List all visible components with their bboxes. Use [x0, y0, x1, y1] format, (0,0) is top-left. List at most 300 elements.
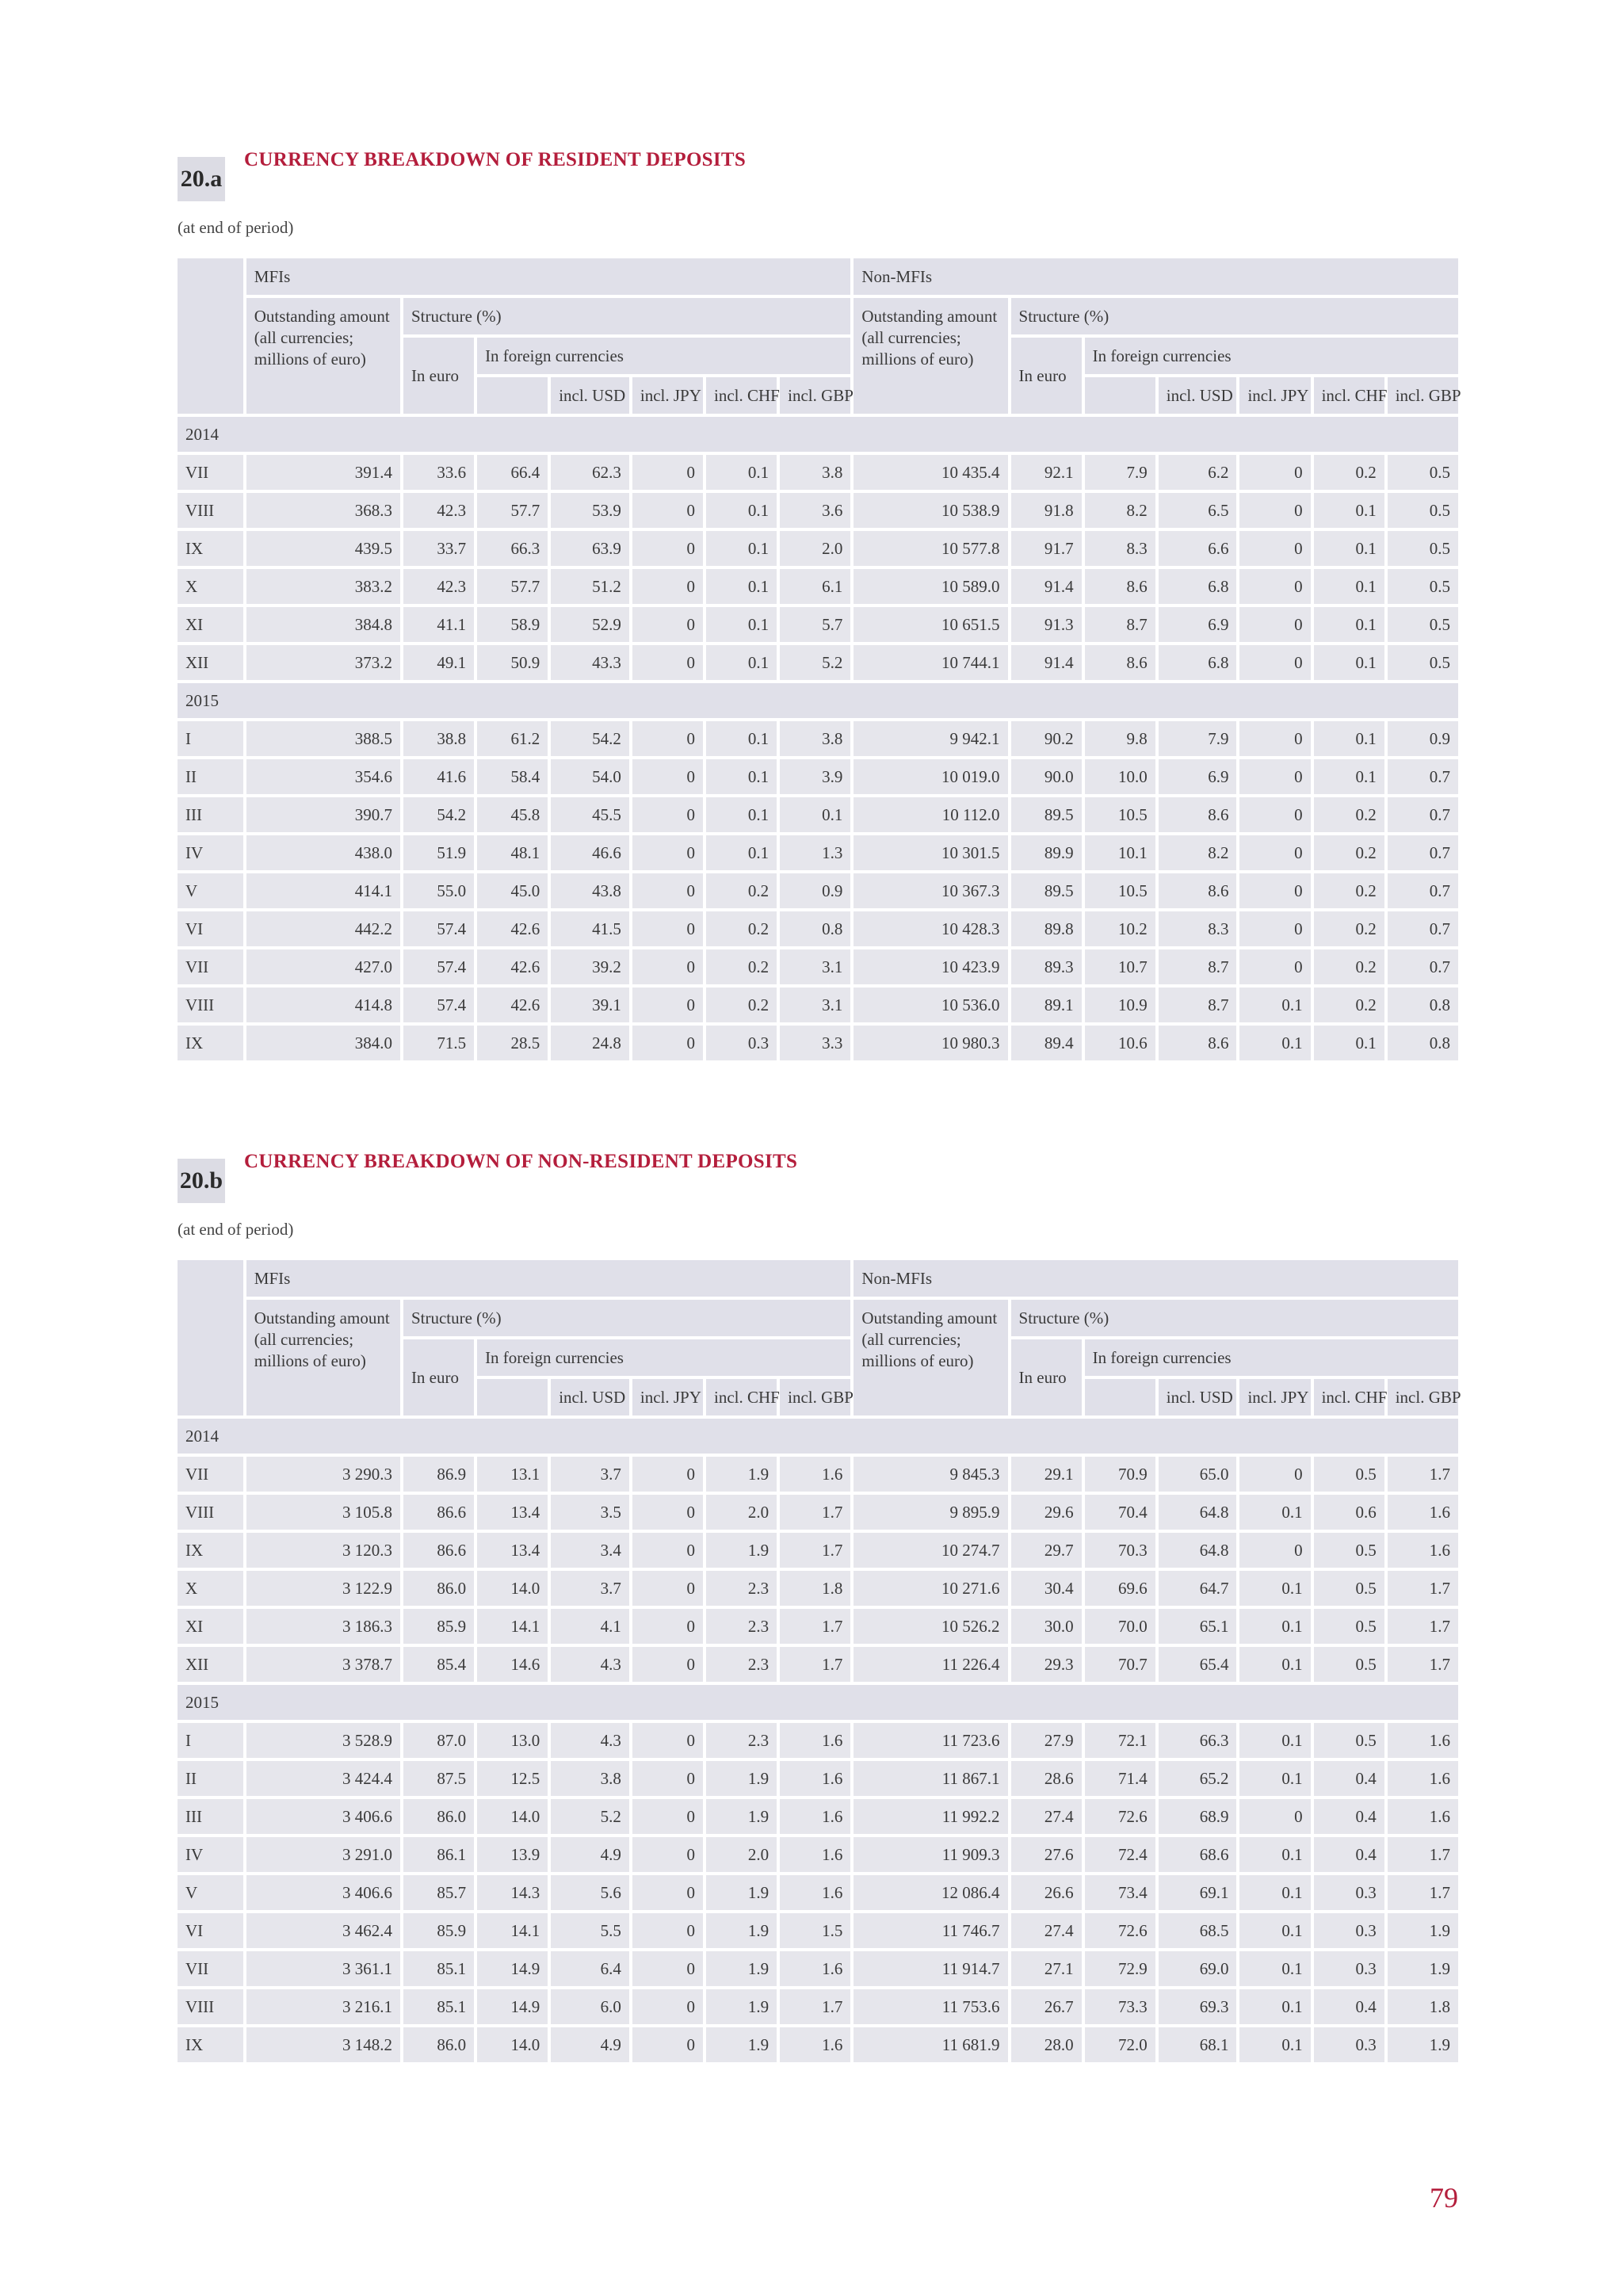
value-cell: 414.1: [246, 873, 400, 908]
chf-header-nonmfi: incl. CHF: [1314, 377, 1384, 414]
usd-header-nonmfi: incl. USD: [1159, 377, 1237, 414]
value-cell: 27.4: [1011, 1913, 1082, 1948]
value-cell: 0: [632, 988, 703, 1022]
value-cell: 2.3: [706, 1647, 777, 1682]
value-cell: 8.7: [1085, 607, 1155, 642]
value-cell: 438.0: [246, 835, 400, 870]
month-label: X: [178, 1571, 243, 1606]
in-foreign-header-mfi: In foreign currencies: [477, 338, 850, 374]
value-cell: 13.4: [477, 1533, 548, 1568]
value-cell: 8.2: [1085, 493, 1155, 528]
in-euro-header-nonmfi: In euro: [1011, 338, 1082, 414]
value-cell: 3 120.3: [246, 1533, 400, 1568]
value-cell: 91.4: [1011, 645, 1082, 680]
value-cell: 0.1: [1239, 1837, 1310, 1872]
chf-header-mfi: incl. CHF: [706, 377, 777, 414]
corner-cell: [178, 1260, 243, 1415]
value-cell: 10 367.3: [854, 873, 1007, 908]
value-cell: 0: [632, 1799, 703, 1834]
value-cell: 43.8: [551, 873, 629, 908]
value-cell: 10.6: [1085, 1026, 1155, 1060]
month-label: II: [178, 1761, 243, 1796]
value-cell: 91.3: [1011, 607, 1082, 642]
value-cell: 0.5: [1388, 531, 1458, 566]
value-cell: 11 909.3: [854, 1837, 1007, 1872]
value-cell: 42.6: [477, 949, 548, 984]
month-label: VII: [178, 949, 243, 984]
value-cell: 1.9: [1388, 1951, 1458, 1986]
value-cell: 10 538.9: [854, 493, 1007, 528]
value-cell: 73.3: [1085, 1989, 1155, 2024]
value-cell: 0.7: [1388, 949, 1458, 984]
value-cell: 0.7: [1388, 835, 1458, 870]
value-cell: 0: [632, 1647, 703, 1682]
in-euro-header-mfi: In euro: [403, 1339, 474, 1415]
outstanding-header-mfi: Outstanding amount (all currencies; millions of euro): [246, 298, 400, 414]
period-note: (at end of period): [178, 218, 294, 237]
value-cell: 10 589.0: [854, 569, 1007, 604]
value-cell: 72.6: [1085, 1799, 1155, 1834]
value-cell: 3.8: [780, 721, 850, 756]
value-cell: 0.5: [1388, 455, 1458, 490]
value-cell: 0.3: [1314, 1951, 1384, 1986]
value-cell: 57.7: [477, 493, 548, 528]
value-cell: 85.9: [403, 1913, 474, 1948]
value-cell: 1.5: [780, 1913, 850, 1948]
value-cell: 1.7: [780, 1989, 850, 2024]
value-cell: 10 536.0: [854, 988, 1007, 1022]
value-cell: 0.5: [1388, 645, 1458, 680]
usd-header-mfi: incl. USD: [551, 377, 629, 414]
value-cell: 10 435.4: [854, 455, 1007, 490]
value-cell: 85.7: [403, 1875, 474, 1910]
value-cell: 10 274.7: [854, 1533, 1007, 1568]
value-cell: 0: [632, 1723, 703, 1758]
month-label: I: [178, 721, 243, 756]
value-cell: 3.7: [551, 1457, 629, 1492]
value-cell: 3 216.1: [246, 1989, 400, 2024]
month-label: XI: [178, 1609, 243, 1644]
table-row: [178, 1457, 1458, 1492]
page-number: 79: [1430, 2182, 1458, 2214]
outstanding-header-nonmfi: Outstanding amount (all currencies; millions of euro): [854, 1300, 1007, 1415]
value-cell: 354.6: [246, 759, 400, 794]
table-row: [178, 1951, 1458, 1986]
value-cell: 1.9: [706, 1875, 777, 1910]
value-cell: 9.8: [1085, 721, 1155, 756]
value-cell: 0: [632, 1875, 703, 1910]
table-number: 20.a: [178, 157, 225, 201]
value-cell: 72.0: [1085, 2027, 1155, 2062]
value-cell: 0.8: [1388, 988, 1458, 1022]
value-cell: 368.3: [246, 493, 400, 528]
value-cell: 0: [632, 1989, 703, 2024]
value-cell: 89.3: [1011, 949, 1082, 984]
value-cell: 63.9: [551, 531, 629, 566]
value-cell: 0: [1239, 531, 1310, 566]
month-label: IX: [178, 531, 243, 566]
value-cell: 70.7: [1085, 1647, 1155, 1682]
table-row: [178, 1761, 1458, 1796]
value-cell: 3 291.0: [246, 1837, 400, 1872]
in-foreign-header-mfi: In foreign currencies: [477, 1339, 850, 1376]
value-cell: 0.1: [706, 759, 777, 794]
value-cell: 51.2: [551, 569, 629, 604]
value-cell: 1.9: [706, 1951, 777, 1986]
value-cell: 13.4: [477, 1495, 548, 1530]
value-cell: 0: [632, 1571, 703, 1606]
value-cell: 3.6: [780, 493, 850, 528]
value-cell: 3 290.3: [246, 1457, 400, 1492]
table-row: [178, 1647, 1458, 1682]
value-cell: 3.4: [551, 1533, 629, 1568]
value-cell: 9 845.3: [854, 1457, 1007, 1492]
value-cell: 0: [632, 1609, 703, 1644]
value-cell: 0: [1239, 835, 1310, 870]
year-label: 2015: [178, 683, 1458, 718]
value-cell: 0: [1239, 949, 1310, 984]
gbp-header-nonmfi: incl. GBP: [1388, 377, 1458, 414]
value-cell: 57.4: [403, 988, 474, 1022]
value-cell: 54.2: [403, 797, 474, 832]
value-cell: 91.8: [1011, 493, 1082, 528]
value-cell: 41.6: [403, 759, 474, 794]
value-cell: 0: [632, 1533, 703, 1568]
value-cell: 1.6: [780, 1457, 850, 1492]
value-cell: 1.7: [780, 1647, 850, 1682]
value-cell: 73.4: [1085, 1875, 1155, 1910]
header-row: [178, 1260, 1458, 1297]
value-cell: 71.4: [1085, 1761, 1155, 1796]
value-cell: 1.9: [706, 1457, 777, 1492]
value-cell: 14.1: [477, 1913, 548, 1948]
value-cell: 86.9: [403, 1457, 474, 1492]
value-cell: 5.2: [551, 1799, 629, 1834]
value-cell: 90.2: [1011, 721, 1082, 756]
value-cell: 91.4: [1011, 569, 1082, 604]
value-cell: 11 723.6: [854, 1723, 1007, 1758]
value-cell: 0.1: [706, 797, 777, 832]
value-cell: 0: [1239, 759, 1310, 794]
in-foreign-header-nonmfi: In foreign currencies: [1085, 338, 1458, 374]
value-cell: 10.5: [1085, 797, 1155, 832]
value-cell: 5.6: [551, 1875, 629, 1910]
value-cell: 65.2: [1159, 1761, 1237, 1796]
table-row: [178, 721, 1458, 756]
gbp-header-mfi: incl. GBP: [780, 1379, 850, 1415]
value-cell: 29.6: [1011, 1495, 1082, 1530]
value-cell: 0.4: [1314, 1837, 1384, 1872]
value-cell: 50.9: [477, 645, 548, 680]
table-number: 20.b: [178, 1159, 225, 1203]
value-cell: 1.9: [1388, 2027, 1458, 2062]
value-cell: 54.0: [551, 759, 629, 794]
value-cell: 87.0: [403, 1723, 474, 1758]
value-cell: 0.1: [706, 493, 777, 528]
value-cell: 27.6: [1011, 1837, 1082, 1872]
value-cell: 3.1: [780, 949, 850, 984]
value-cell: 0: [1239, 607, 1310, 642]
value-cell: 13.0: [477, 1723, 548, 1758]
group-mfi-header: MFIs: [246, 258, 851, 295]
value-cell: 0.1: [1239, 1026, 1310, 1060]
table-row: [178, 949, 1458, 984]
value-cell: 89.5: [1011, 873, 1082, 908]
value-cell: 0.1: [706, 531, 777, 566]
value-cell: 0: [632, 949, 703, 984]
value-cell: 0: [1239, 493, 1310, 528]
table-row: [178, 873, 1458, 908]
value-cell: 388.5: [246, 721, 400, 756]
value-cell: 86.6: [403, 1495, 474, 1530]
value-cell: 0: [632, 569, 703, 604]
value-cell: 1.6: [780, 1761, 850, 1796]
value-cell: 1.6: [780, 1799, 850, 1834]
value-cell: 14.9: [477, 1951, 548, 1986]
value-cell: 89.8: [1011, 911, 1082, 946]
value-cell: 68.5: [1159, 1913, 1237, 1948]
value-cell: 3.3: [780, 1026, 850, 1060]
month-label: IV: [178, 835, 243, 870]
value-cell: 427.0: [246, 949, 400, 984]
value-cell: 45.0: [477, 873, 548, 908]
value-cell: 1.6: [780, 1951, 850, 1986]
value-cell: 72.6: [1085, 1913, 1155, 1948]
value-cell: 85.1: [403, 1989, 474, 2024]
value-cell: 1.6: [1388, 1495, 1458, 1530]
value-cell: 55.0: [403, 873, 474, 908]
value-cell: 3.7: [551, 1571, 629, 1606]
value-cell: 45.5: [551, 797, 629, 832]
value-cell: 6.1: [780, 569, 850, 604]
value-cell: 0: [632, 607, 703, 642]
table-row: [178, 493, 1458, 528]
table-row: [178, 759, 1458, 794]
chf-header-nonmfi: incl. CHF: [1314, 1379, 1384, 1415]
value-cell: 384.8: [246, 607, 400, 642]
value-cell: 12 086.4: [854, 1875, 1007, 1910]
month-label: IX: [178, 1026, 243, 1060]
month-label: VII: [178, 455, 243, 490]
value-cell: 383.2: [246, 569, 400, 604]
value-cell: 11 681.9: [854, 2027, 1007, 2062]
value-cell: 0: [632, 1457, 703, 1492]
value-cell: 0.4: [1314, 1989, 1384, 2024]
value-cell: 0: [1239, 873, 1310, 908]
month-label: VIII: [178, 1989, 243, 2024]
value-cell: 6.4: [551, 1951, 629, 1986]
value-cell: 70.4: [1085, 1495, 1155, 1530]
value-cell: 0.1: [1314, 493, 1384, 528]
table-section-20a: [178, 149, 1461, 1064]
value-cell: 29.1: [1011, 1457, 1082, 1492]
value-cell: 391.4: [246, 455, 400, 490]
value-cell: 1.9: [706, 1761, 777, 1796]
value-cell: 6.9: [1159, 607, 1237, 642]
value-cell: 1.6: [780, 1875, 850, 1910]
value-cell: 3.1: [780, 988, 850, 1022]
value-cell: 89.4: [1011, 1026, 1082, 1060]
value-cell: 2.0: [706, 1495, 777, 1530]
value-cell: 92.1: [1011, 455, 1082, 490]
value-cell: 0.5: [1314, 1723, 1384, 1758]
header-row: [178, 1300, 1458, 1336]
month-label: VII: [178, 1951, 243, 1986]
value-cell: 3 361.1: [246, 1951, 400, 1986]
data-table: [174, 1257, 1461, 2065]
value-cell: 53.9: [551, 493, 629, 528]
value-cell: 384.0: [246, 1026, 400, 1060]
table-row: [178, 1989, 1458, 2024]
value-cell: 1.7: [1388, 1571, 1458, 1606]
value-cell: 10 112.0: [854, 797, 1007, 832]
table-row: [178, 1495, 1458, 1530]
table-row: [178, 1875, 1458, 1910]
value-cell: 0.1: [706, 607, 777, 642]
value-cell: 0.1: [1239, 2027, 1310, 2062]
value-cell: 0: [1239, 645, 1310, 680]
value-cell: 0.1: [1239, 1495, 1310, 1530]
value-cell: 1.9: [706, 1913, 777, 1948]
value-cell: 8.6: [1085, 569, 1155, 604]
value-cell: 57.4: [403, 949, 474, 984]
value-cell: 0.5: [1388, 569, 1458, 604]
value-cell: 89.9: [1011, 835, 1082, 870]
year-label: 2014: [178, 417, 1458, 452]
value-cell: 69.3: [1159, 1989, 1237, 2024]
value-cell: 30.4: [1011, 1571, 1082, 1606]
value-cell: 8.6: [1159, 1026, 1237, 1060]
value-cell: 14.0: [477, 1799, 548, 1834]
value-cell: 0.4: [1314, 1799, 1384, 1834]
table-row: [178, 531, 1458, 566]
value-cell: 3 462.4: [246, 1913, 400, 1948]
usd-header-nonmfi: incl. USD: [1159, 1379, 1237, 1415]
value-cell: 0.1: [1239, 1647, 1310, 1682]
table-row: [178, 1609, 1458, 1644]
value-cell: 0: [632, 1913, 703, 1948]
value-cell: 0.2: [1314, 797, 1384, 832]
value-cell: 0.5: [1314, 1457, 1384, 1492]
value-cell: 0: [632, 797, 703, 832]
value-cell: 0.2: [1314, 949, 1384, 984]
value-cell: 0.2: [1314, 911, 1384, 946]
month-label: VIII: [178, 988, 243, 1022]
value-cell: 373.2: [246, 645, 400, 680]
value-cell: 0.6: [1314, 1495, 1384, 1530]
value-cell: 42.6: [477, 988, 548, 1022]
value-cell: 70.0: [1085, 1609, 1155, 1644]
value-cell: 0: [1239, 1457, 1310, 1492]
jpy-header-nonmfi: incl. JPY: [1239, 377, 1310, 414]
value-cell: 2.0: [780, 531, 850, 566]
value-cell: 42.3: [403, 569, 474, 604]
value-cell: 24.8: [551, 1026, 629, 1060]
value-cell: 58.4: [477, 759, 548, 794]
value-cell: 1.7: [1388, 1875, 1458, 1910]
value-cell: 10 423.9: [854, 949, 1007, 984]
value-cell: 72.1: [1085, 1723, 1155, 1758]
value-cell: 33.7: [403, 531, 474, 566]
value-cell: 1.6: [780, 2027, 850, 2062]
value-cell: 0.1: [1314, 607, 1384, 642]
value-cell: 0: [632, 759, 703, 794]
value-cell: 0.1: [1314, 569, 1384, 604]
value-cell: 0: [632, 911, 703, 946]
value-cell: 1.7: [780, 1495, 850, 1530]
value-cell: 1.6: [1388, 1799, 1458, 1834]
table-row: [178, 1026, 1458, 1060]
value-cell: 86.1: [403, 1837, 474, 1872]
value-cell: 8.6: [1085, 645, 1155, 680]
value-cell: 3.8: [551, 1761, 629, 1796]
value-cell: 0.1: [1239, 1761, 1310, 1796]
value-cell: 3 148.2: [246, 2027, 400, 2062]
value-cell: 1.7: [1388, 1609, 1458, 1644]
value-cell: 8.3: [1159, 911, 1237, 946]
value-cell: 0: [1239, 911, 1310, 946]
value-cell: 70.3: [1085, 1533, 1155, 1568]
value-cell: 61.2: [477, 721, 548, 756]
in-euro-header-mfi: In euro: [403, 338, 474, 414]
value-cell: 4.3: [551, 1647, 629, 1682]
value-cell: 0: [1239, 455, 1310, 490]
value-cell: 57.7: [477, 569, 548, 604]
table-row: [178, 569, 1458, 604]
month-label: VI: [178, 911, 243, 946]
value-cell: 10.7: [1085, 949, 1155, 984]
month-label: IX: [178, 2027, 243, 2062]
month-label: III: [178, 1799, 243, 1834]
table-row: [178, 455, 1458, 490]
group-nonmfi-header: Non-MFIs: [854, 1260, 1458, 1297]
value-cell: 0.2: [1314, 455, 1384, 490]
value-cell: 51.9: [403, 835, 474, 870]
value-cell: 62.3: [551, 455, 629, 490]
value-cell: 0.2: [706, 911, 777, 946]
value-cell: 0.1: [1239, 1609, 1310, 1644]
value-cell: 27.1: [1011, 1951, 1082, 1986]
value-cell: 10.1: [1085, 835, 1155, 870]
value-cell: 14.0: [477, 1571, 548, 1606]
value-cell: 414.8: [246, 988, 400, 1022]
value-cell: 89.1: [1011, 988, 1082, 1022]
month-label: IX: [178, 1533, 243, 1568]
value-cell: 12.5: [477, 1761, 548, 1796]
value-cell: 1.9: [706, 1799, 777, 1834]
value-cell: 0: [1239, 721, 1310, 756]
value-cell: 0.1: [1314, 1026, 1384, 1060]
value-cell: 90.0: [1011, 759, 1082, 794]
month-label: X: [178, 569, 243, 604]
value-cell: 0.2: [706, 949, 777, 984]
value-cell: 11 226.4: [854, 1647, 1007, 1682]
value-cell: 70.9: [1085, 1457, 1155, 1492]
value-cell: 10.0: [1085, 759, 1155, 794]
value-cell: 1.6: [780, 1723, 850, 1758]
value-cell: 0.1: [1239, 1875, 1310, 1910]
period-note: (at end of period): [178, 1220, 294, 1239]
value-cell: 52.9: [551, 607, 629, 642]
value-cell: 1.7: [1388, 1457, 1458, 1492]
value-cell: 0.3: [706, 1026, 777, 1060]
value-cell: 3 105.8: [246, 1495, 400, 1530]
foreign-total-subheader-mfi: [477, 1379, 548, 1415]
value-cell: 64.8: [1159, 1533, 1237, 1568]
value-cell: 5.5: [551, 1913, 629, 1948]
table-title: CURRENCY BREAKDOWN OF NON-RESIDENT DEPOSITS: [244, 1151, 798, 1172]
value-cell: 0.1: [1314, 721, 1384, 756]
